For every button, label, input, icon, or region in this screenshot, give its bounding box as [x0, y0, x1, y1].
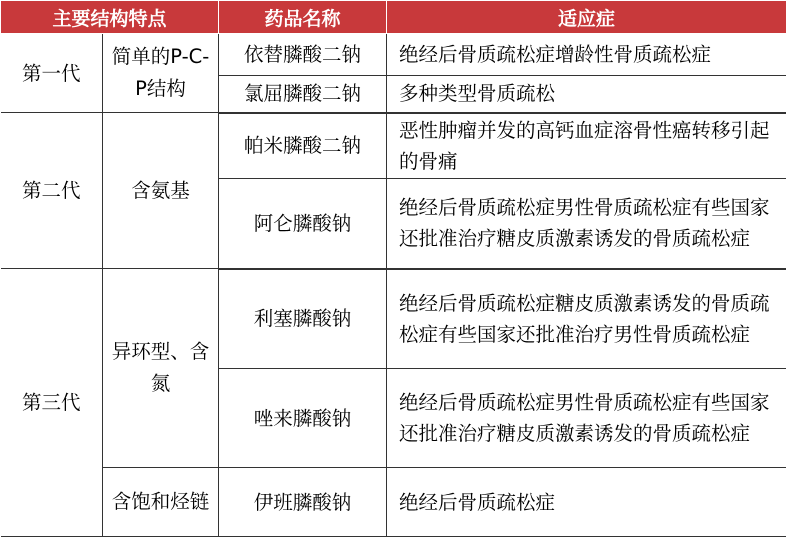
table-row — [1, 468, 786, 537]
drug-name: 帕米膦酸二钠 — [219, 113, 387, 179]
indication: 绝经后骨质疏松症 — [387, 468, 786, 537]
indication: 多种类型骨质疏松 — [387, 76, 786, 113]
drug-name: 唑来膦酸钠 — [219, 369, 387, 468]
indication: 绝经后骨质疏松症糖皮质激素诱发的骨质疏松症有些国家还批准治疗男性骨质疏松症 — [387, 269, 786, 369]
structure-feature: 含饱和烃链 — [103, 468, 219, 537]
table-row — [1, 269, 786, 369]
indication: 恶性肿瘤并发的高钙血症溶骨性癌转移引起的骨痛 — [387, 113, 786, 179]
drug-name: 依替膦酸二钠 — [219, 34, 387, 76]
indication: 绝经后骨质疏松症增龄性骨质疏松症 — [387, 34, 786, 76]
header-structure: 主要结构特点 — [1, 1, 219, 34]
drug-name: 氯屈膦酸二钠 — [219, 76, 387, 113]
header-drug-name: 药品名称 — [219, 1, 387, 34]
structure-feature: 含氨基 — [103, 113, 219, 269]
generation-label: 第三代 — [1, 269, 103, 537]
drug-name: 利塞膦酸钠 — [219, 269, 387, 369]
table-row — [1, 113, 786, 179]
drug-name: 伊班膦酸钠 — [219, 468, 387, 537]
generation-label: 第二代 — [1, 113, 103, 269]
header-indication: 适应症 — [387, 1, 786, 34]
structure-feature: 简单的P-C-P结构 — [103, 34, 219, 113]
header-row — [1, 1, 786, 34]
generation-label: 第一代 — [1, 34, 103, 113]
table-row — [1, 34, 786, 76]
indication: 绝经后骨质疏松症男性骨质疏松症有些国家还批准治疗糖皮质激素诱发的骨质疏松症 — [387, 179, 786, 269]
indication: 绝经后骨质疏松症男性骨质疏松症有些国家还批准治疗糖皮质激素诱发的骨质疏松症 — [387, 369, 786, 468]
drug-name: 阿仑膦酸钠 — [219, 179, 387, 269]
structure-feature: 异环型、含氮 — [103, 269, 219, 468]
